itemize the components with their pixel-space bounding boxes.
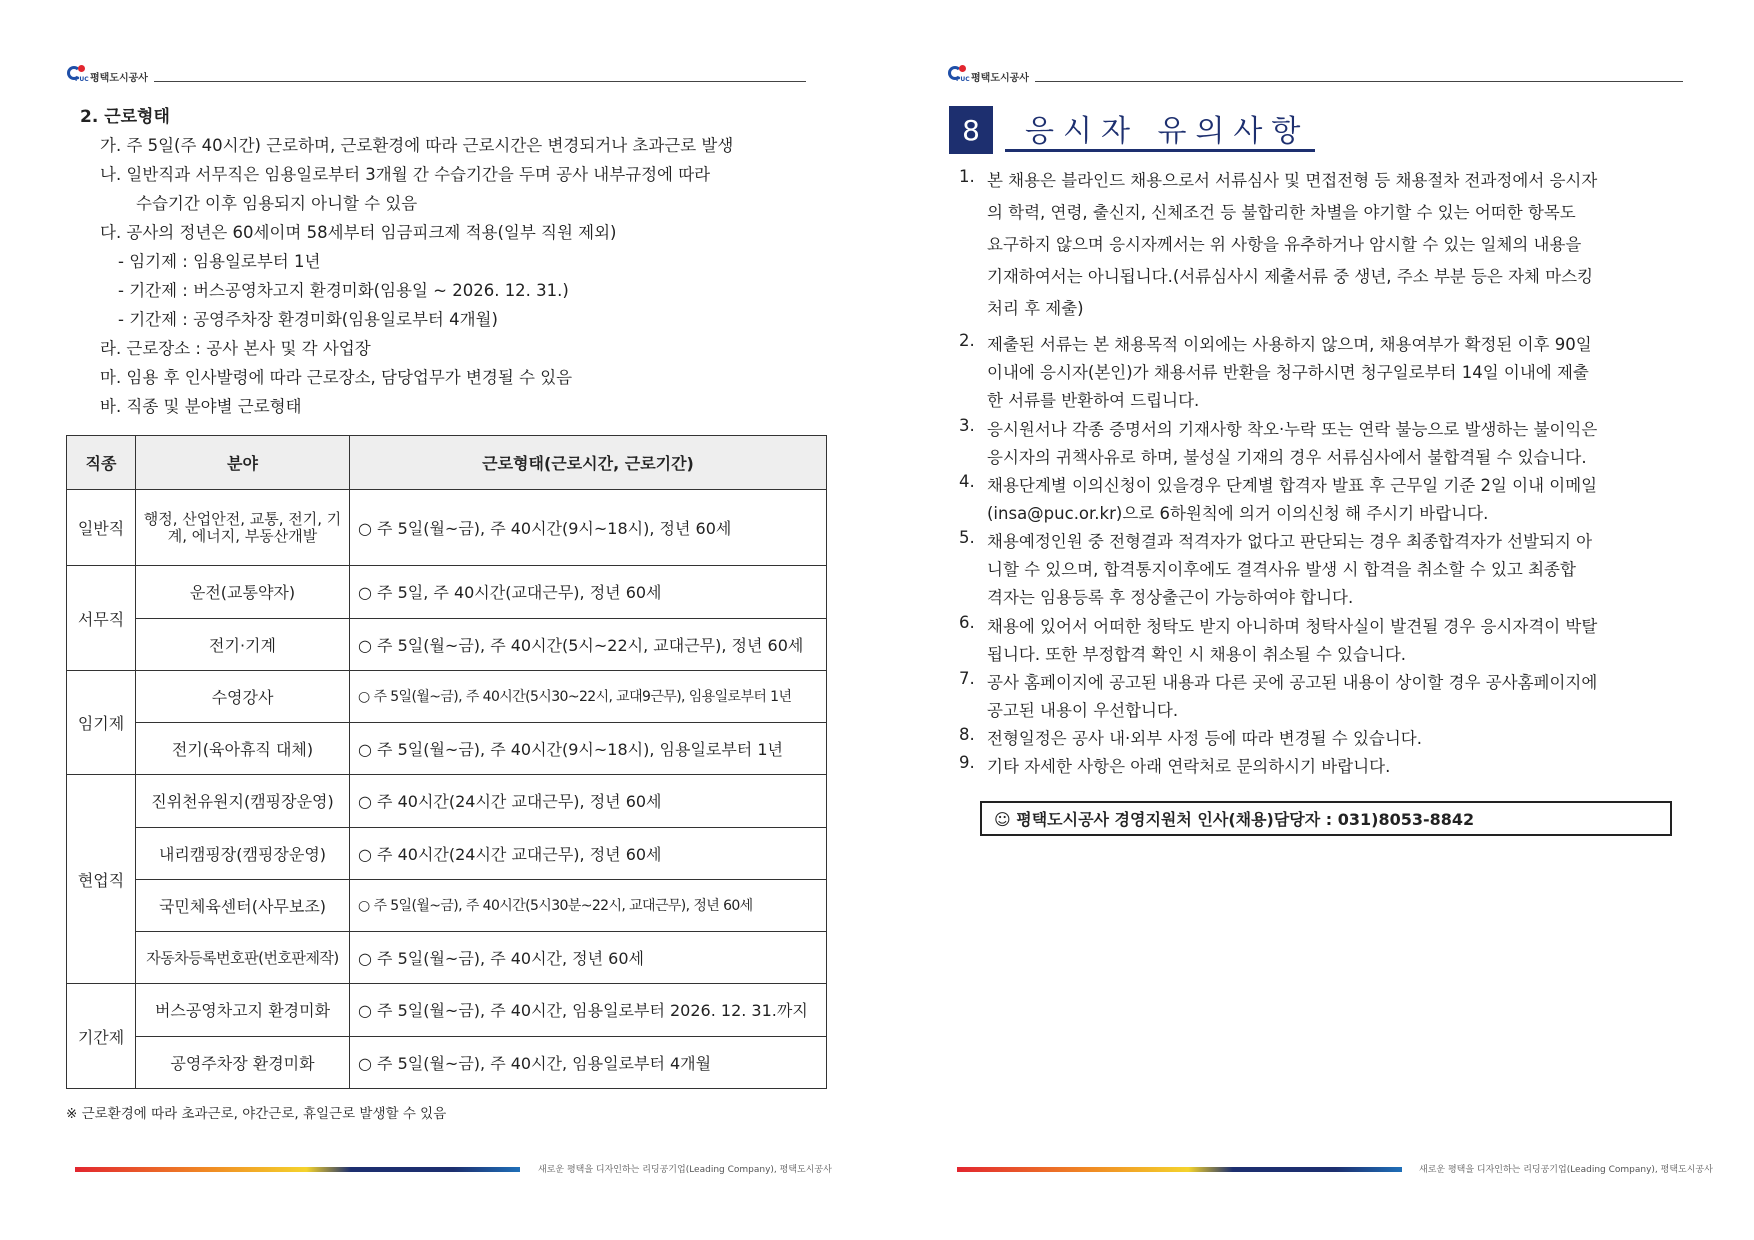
- table-header: 직종: [67, 436, 136, 490]
- table-row: [67, 879, 827, 931]
- table-row: [67, 984, 827, 1036]
- condition-cell: ○ 주 5일(월~금), 주 40시간(5시~22시, 교대근무), 정년 60세: [350, 618, 827, 670]
- table-header: 분야: [136, 436, 350, 490]
- notice-number: 7.: [959, 669, 975, 688]
- table-row: [67, 490, 827, 566]
- notice-number: 1.: [959, 167, 975, 186]
- job-type-cell: 현업직: [67, 775, 136, 984]
- notice-line: 기타 자세한 사항은 아래 연락처로 문의하시기 바랍니다.: [987, 757, 1391, 776]
- job-type-cell: 기간제: [67, 984, 136, 1089]
- contact-box: ☺ 평택도시공사 경영지원처 인사(채용)담당자 : 031)8053-8842: [980, 801, 1672, 836]
- condition-cell: ○ 주 5일, 주 40시간(교대근무), 정년 60세: [350, 566, 827, 618]
- section-title: 2. 근로형태: [80, 107, 170, 127]
- notice-line: 공사 홈페이지에 공고된 내용과 다른 곳에 공고된 내용이 상이할 경우 공사홈페이지에: [987, 673, 1598, 692]
- job-type-cell: 서무직: [67, 566, 136, 671]
- notice-line: 전형일정은 공사 내·외부 사정 등에 따라 변경될 수 있습니다.: [987, 729, 1422, 748]
- header-rule: [1035, 81, 1683, 82]
- notice-line: 본 채용은 블라인드 채용으로서 서류심사 및 면접전형 등 채용절차 전과정에서 응시자: [987, 171, 1598, 190]
- text-line: 바. 직종 및 분야별 근로형태: [100, 397, 302, 416]
- notice-number: 9.: [959, 753, 975, 772]
- table-row: [67, 723, 827, 775]
- table-row: [67, 618, 827, 670]
- notice-line: 채용단계별 이의신청이 있을경우 단계별 합격자 발표 후 근무일 기준 2일 이내 이메일: [987, 476, 1598, 495]
- header-rule: [154, 81, 806, 82]
- table-row: [67, 1036, 827, 1088]
- footer-color-bar: [75, 1167, 520, 1172]
- table-row: [67, 775, 827, 827]
- condition-cell: ○ 주 5일(월~금), 주 40시간(9시~18시), 임용일로부터 1년: [350, 723, 827, 775]
- notice-line: 요구하지 않으며 응시자께서는 위 사항을 유추하거나 암시할 수 있는 일체의 내용을: [987, 235, 1582, 254]
- table-header: 근로형태(근로시간, 근로기간): [350, 436, 827, 490]
- field-cell: 내리캠핑장(캠핑장운영): [136, 827, 350, 879]
- puc-logo-icon: PUC: [66, 64, 88, 84]
- field-cell: 공영주차장 환경미화: [136, 1036, 350, 1088]
- text-line: - 기간제 : 버스공영차고지 환경미화(임용일 ~ 2026. 12. 31.): [118, 281, 569, 300]
- text-line: 라. 근로장소 : 공사 본사 및 각 사업장: [100, 339, 371, 358]
- condition-cell: ○ 주 5일(월~금), 주 40시간(5시30~22시, 교대9근무), 임용일로부터 1년: [350, 670, 827, 722]
- notice-number: 5.: [959, 528, 975, 547]
- text-line: 마. 임용 후 인사발령에 따라 근로장소, 담당업무가 변경될 수 있음: [100, 368, 573, 387]
- notice-line: 응시원서나 각종 증명서의 기재사항 착오·누락 또는 연락 불능으로 발생하는 불이익은: [987, 420, 1598, 439]
- condition-cell: ○ 주 40시간(24시간 교대근무), 정년 60세: [350, 775, 827, 827]
- notice-number: 6.: [959, 613, 975, 632]
- footer-slogan: 새로운 평택을 디자인하는 리딩공기업(Leading Company), 평택도시공사: [538, 1165, 832, 1175]
- text-line: 수습기간 이후 임용되지 아니할 수 있음: [136, 194, 418, 213]
- notice-number: 4.: [959, 472, 975, 491]
- condition-cell: ○ 주 5일(월~금), 주 40시간, 정년 60세: [350, 932, 827, 984]
- condition-cell: ○ 주 40시간(24시간 교대근무), 정년 60세: [350, 827, 827, 879]
- field-cell: 행정, 산업안전, 교통, 전기, 기계, 에너지, 부동산개발: [136, 490, 350, 566]
- text-line: 나. 일반직과 서무직은 임용일로부터 3개월 간 수습기간을 두며 공사 내부규정에 따라: [100, 165, 711, 184]
- notice-line: 기재하여서는 아니됩니다.(서류심사시 제출서류 중 생년, 주소 부분 등은 자체 마스킹: [987, 267, 1594, 286]
- field-cell: 버스공영차고지 환경미화: [136, 984, 350, 1036]
- notice-line: 공고된 내용이 우선합니다.: [987, 701, 1179, 720]
- condition-cell: ○ 주 5일(월~금), 주 40시간, 임용일로부터 2026. 12. 31.까지: [350, 984, 827, 1036]
- job-type-cell: 임기제: [67, 670, 136, 775]
- field-cell: 전기(육아휴직 대체): [136, 723, 350, 775]
- notice-line: 제출된 서류는 본 채용목적 이외에는 사용하지 않으며, 채용여부가 확정된 이후 90일: [987, 335, 1592, 354]
- condition-cell: ○ 주 5일(월~금), 주 40시간(9시~18시), 정년 60세: [350, 490, 827, 566]
- field-cell: 국민체육센터(사무보조): [136, 879, 350, 931]
- field-cell: 진위천유원지(캠핑장운영): [136, 775, 350, 827]
- notice-line: 채용에 있어서 어떠한 청탁도 받지 아니하며 청탁사실이 발견될 경우 응시자격이 박탈: [987, 617, 1598, 636]
- section-title: 응시자 유의사항: [1005, 106, 1315, 152]
- job-type-cell: 일반직: [67, 490, 136, 566]
- notice-line: 됩니다. 또한 부정합격 확인 시 채용이 취소될 수 있습니다.: [987, 645, 1407, 664]
- field-cell: 자동차등록번호판(번호판제작): [136, 932, 350, 984]
- org-name: 평택도시공사: [90, 73, 148, 84]
- right-page: [877, 0, 1754, 1240]
- table-row: [67, 566, 827, 618]
- table-note: ※ 근로환경에 따라 초과근로, 야간근로, 휴일근로 발생할 수 있음: [66, 1106, 447, 1122]
- notice-line: 한 서류를 반환하여 드립니다.: [987, 391, 1200, 410]
- notice-number: 2.: [959, 331, 975, 350]
- page-header: [66, 64, 806, 86]
- org-name: 평택도시공사: [971, 73, 1029, 84]
- field-cell: 운전(교통약자): [136, 566, 350, 618]
- footer-slogan: 새로운 평택을 디자인하는 리딩공기업(Leading Company), 평택도시공사: [1419, 1165, 1713, 1175]
- page-header: [947, 64, 1683, 86]
- table-row: [67, 827, 827, 879]
- notice-line: 처리 후 제출): [987, 299, 1084, 318]
- notice-line: (insa@puc.or.kr)으로 6하원칙에 의거 이의신청 해 주시기 바랍니다.: [987, 504, 1489, 523]
- text-line: - 기간제 : 공영주차장 환경미화(임용일로부터 4개월): [118, 310, 498, 329]
- notice-line: 이내에 응시자(본인)가 채용서류 반환을 청구하시면 청구일로부터 14일 이내에 제출: [987, 363, 1589, 382]
- notice-number: 8.: [959, 725, 975, 744]
- text-line: 다. 공사의 정년은 60세이며 58세부터 임금피크제 적용(일부 직원 제외): [100, 223, 617, 242]
- table-row: [67, 670, 827, 722]
- footer-color-bar: [957, 1167, 1402, 1172]
- puc-logo-icon: PUC: [947, 64, 969, 84]
- condition-cell: ○ 주 5일(월~금), 주 40시간(5시30분~22시, 교대근무), 정년 60세: [350, 879, 827, 931]
- work-type-table: [66, 435, 827, 1089]
- notice-number: 3.: [959, 416, 975, 435]
- notice-line: 응시자의 귀책사유로 하며, 불성실 기재의 경우 서류심사에서 불합격될 수 있습니다.: [987, 448, 1587, 467]
- field-cell: 수영강사: [136, 670, 350, 722]
- notice-line: 채용예정인원 중 전형결과 적격자가 없다고 판단되는 경우 최종합격자가 선발되지 아: [987, 532, 1593, 551]
- table-row: [67, 932, 827, 984]
- text-line: 가. 주 5일(주 40시간) 근로하며, 근로환경에 따라 근로시간은 변경되거나 초과근로 발생: [100, 136, 734, 155]
- condition-cell: ○ 주 5일(월~금), 주 40시간, 임용일로부터 4개월: [350, 1036, 827, 1088]
- section-number-badge: 8: [949, 106, 993, 154]
- field-cell: 전기·기계: [136, 618, 350, 670]
- text-line: - 임기제 : 임용일로부터 1년: [118, 252, 321, 271]
- notice-line: 격자는 임용등록 후 정상출근이 가능하여야 합니다.: [987, 588, 1354, 607]
- notice-line: 의 학력, 연령, 출신지, 신체조건 등 불합리한 차별을 야기할 수 있는 어떠한 항목도: [987, 203, 1576, 222]
- notice-line: 니할 수 있으며, 합격통지이후에도 결격사유 발생 시 합격을 취소할 수 있고 최종합: [987, 560, 1576, 579]
